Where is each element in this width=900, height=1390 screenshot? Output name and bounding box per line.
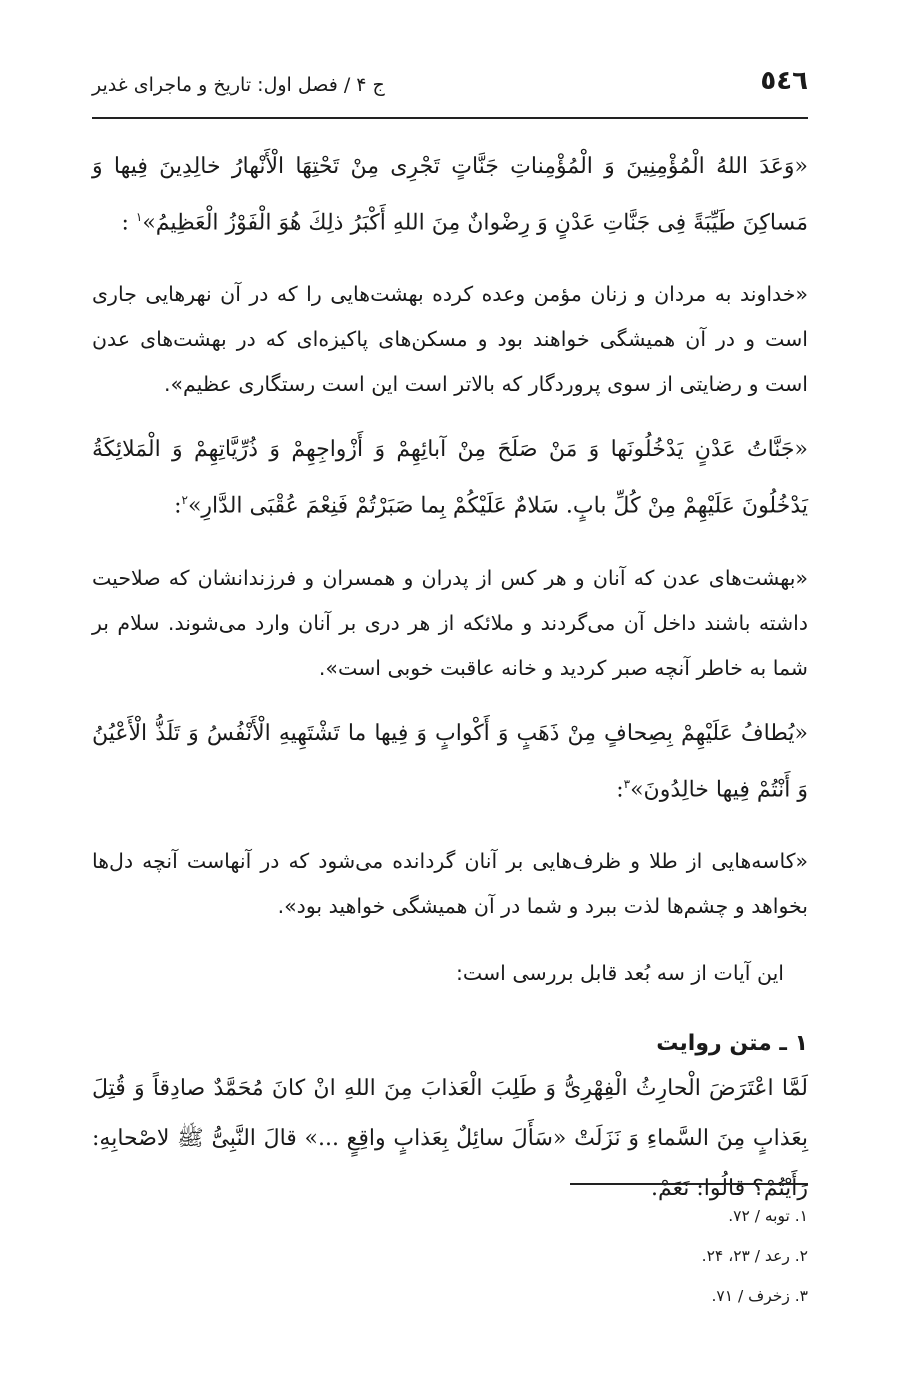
quran-verse-1 [92, 142, 808, 248]
footnote-ref: ١ [135, 210, 143, 224]
verse-punct: : [121, 210, 129, 236]
quran-verse-2 [92, 425, 808, 531]
verse-punct: : [616, 776, 624, 802]
footnote-ref: ٢ [181, 493, 188, 508]
translation-3: «کاسه‌هایی از طلا و ظرف‌هایی بر آنان گردانده می‌شود که در آنهاست آنچه دل‌ها بخواهد و چشم‌ها لذت ببرد و شما در آن همیشگی خواهید بود». [92, 848, 808, 918]
quran-verse-3 [92, 709, 808, 815]
footnote-separator [570, 1183, 808, 1185]
narration-text: لَمَّا اعْتَرَضَ الْحارِثُ الْفِهْرِیُّ وَ طَلِبَ الْعَذابَ مِنَ اللهِ انْ كانَ مُحَمَّدٌ صادِقاً وَ قُتِلَ بِعَذابٍ مِنَ السَّماءِ وَ نَزَلَتْ «سَأَلَ سائِلٌ بِعَذابٍ واقِعٍ ...» قالَ النَّبِیُّ ﷺ لاصْحابِهِ: رَأَیْتُمْ؟ قالُوا: نَعَمْ. [92, 1075, 808, 1201]
verse-text: «یُطافُ عَلَیْهِمْ بِصِحافٍ مِنْ ذَهَبٍ وَ أَكْوابٍ وَ فِیها ما تَشْتَهِیهِ الْأَنْفُسُ وَ تَلَذُّ الْأَعْیُنُ وَ أَنْتُمْ فِیها خالِدُونَ» [92, 720, 808, 802]
verse-punct: : [174, 493, 182, 519]
page-body [92, 142, 808, 1214]
page-header [92, 66, 808, 110]
book-page [92, 0, 808, 1390]
intro-sentence: این آیات از سه بُعد قابل بررسی است: [455, 960, 784, 985]
translation-2: «بهشت‌های عدن که آنان و هر کس از پدران و همسران و فرزندانشان که صلاحیت داشته باشند داخل آن می‌گردند و ملائکه از هر دری بر آنان وارد می‌شوند. سلام بر شما به خاطر آنچه صبر کردید و خانه عاقبت خوبی است». [92, 565, 808, 680]
section-heading: ١ ـ متن روایت [656, 1030, 808, 1056]
verse-text: «جَنَّاتُ عَدْنٍ یَدْخُلُونَها وَ مَنْ صَلَحَ مِنْ آبائِهِمْ وَ أَزْواجِهِمْ وَ ذُرِّیَّاتِهِمْ وَ الْمَلائِكَةُ یَدْخُلُونَ عَلَیْهِمْ مِنْ كُلِّ بابٍ. سَلامٌ عَلَیْكُمْ بِما صَبَرْتُمْ فَنِعْمَ عُقْبَى الدَّارِ» [92, 437, 808, 519]
footnotes [702, 1196, 808, 1316]
verse-text: «وَعَدَ اللهُ الْمُؤْمِنِینَ وَ الْمُؤْمِناتِ جَنَّاتٍ تَجْرِی مِنْ تَحْتِهَا الْأَنْهارُ خالِدِینَ فِیها وَ مَساكِنَ طَیِّبَةً فِی جَنَّاتِ عَدْنٍ وَ رِضْوانٌ مِنَ اللهِ أَكْبَرُ ذلِكَ هُوَ الْفَوْزُ الْعَظِیمُ» [92, 154, 808, 236]
footnote-ref: ٣ [623, 776, 631, 791]
running-title: ج ۴ / فصل اول: تاریخ و ماجرای غدیر [92, 74, 385, 96]
footnote-2: ٢. رعد / ٢٣، ٢۴. [701, 1247, 808, 1265]
translation-1: «خداوند به مردان و زنان مؤمن وعده کرده بهشت‌هایی را که در آن نهرهایی جاری است و در آن همیشگی خواهند بود و مسکن‌های پاکیزه‌ای که در بهشت‌های عدن است و رضایتی از سوی پروردگار که بالاتر است این است رستگاری عظیم». [92, 282, 808, 397]
footnote-3: ٣. زخرف / ٧١. [711, 1287, 808, 1305]
footnote-1: ١. توبه / ٧٢. [728, 1207, 808, 1225]
header-rule [92, 117, 808, 119]
page-number: ٥٤٦ [760, 66, 808, 96]
